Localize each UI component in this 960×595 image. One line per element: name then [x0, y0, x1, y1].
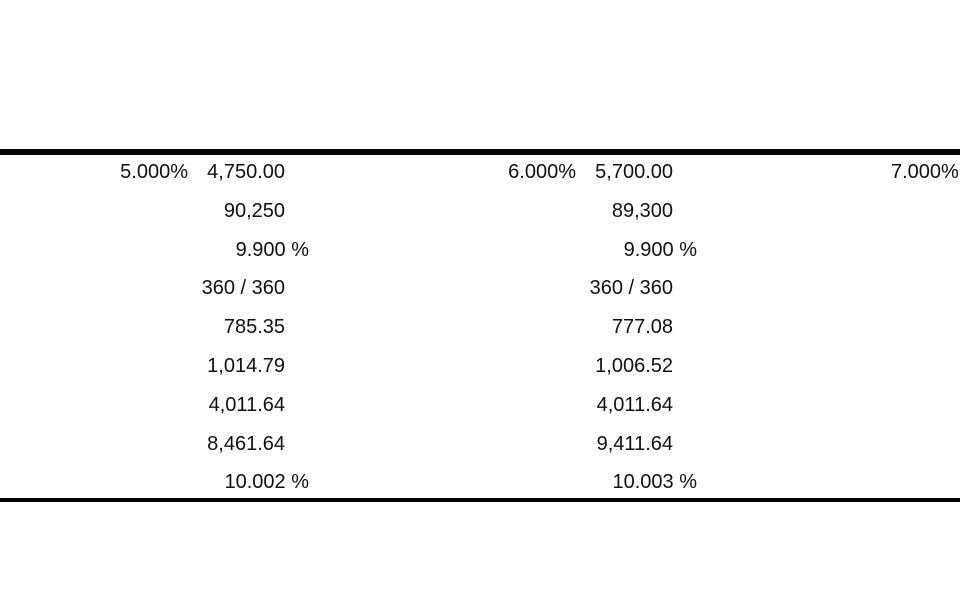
col1-term: 360 / 360 — [201, 277, 285, 299]
table-row-payment — [0, 311, 960, 350]
table-row-closing-costs — [0, 389, 960, 428]
col2-term: 360 / 360 — [589, 277, 673, 299]
col2-down-payment-amount: 5,700.00 — [595, 161, 673, 183]
col1-closing-costs: 4,011.64 — [208, 394, 285, 416]
col2-down-payment-rate: 6.000% — [508, 161, 576, 183]
col1-payment: 785.35 — [223, 316, 285, 338]
table-row-down-payment — [0, 156, 960, 195]
col2-note-rate: 9.900 % — [623, 239, 697, 261]
col1-down-payment-rate: 5.000% — [120, 161, 188, 183]
col2-cash-needed: 9,411.64 — [596, 433, 673, 455]
col2-loan-amount: 89,300 — [611, 200, 673, 222]
col2-payment: 777.08 — [611, 316, 673, 338]
table-row-term — [0, 272, 960, 311]
col1-total-payment: 1,014.79 — [207, 355, 285, 377]
col1-down-payment-amount: 4,750.00 — [207, 161, 285, 183]
loan-comparison-table — [0, 155, 960, 498]
col1-loan-amount: 90,250 — [223, 200, 285, 222]
table-row-cash-needed — [0, 428, 960, 467]
col2-apr: 10.003 % — [612, 471, 697, 493]
table-row-note-rate — [0, 234, 960, 273]
table-row-total-payment — [0, 350, 960, 389]
col1-cash-needed: 8,461.64 — [207, 433, 285, 455]
col1-note-rate: 9.900 % — [235, 239, 309, 261]
col1-apr: 10.002 % — [224, 471, 309, 493]
table-row-loan-amount — [0, 195, 960, 234]
col3-down-payment-rate: 7.000% — [891, 161, 959, 183]
col2-total-payment: 1,006.52 — [595, 355, 673, 377]
col2-closing-costs: 4,011.64 — [596, 394, 673, 416]
table-bottom-rule — [0, 498, 960, 502]
